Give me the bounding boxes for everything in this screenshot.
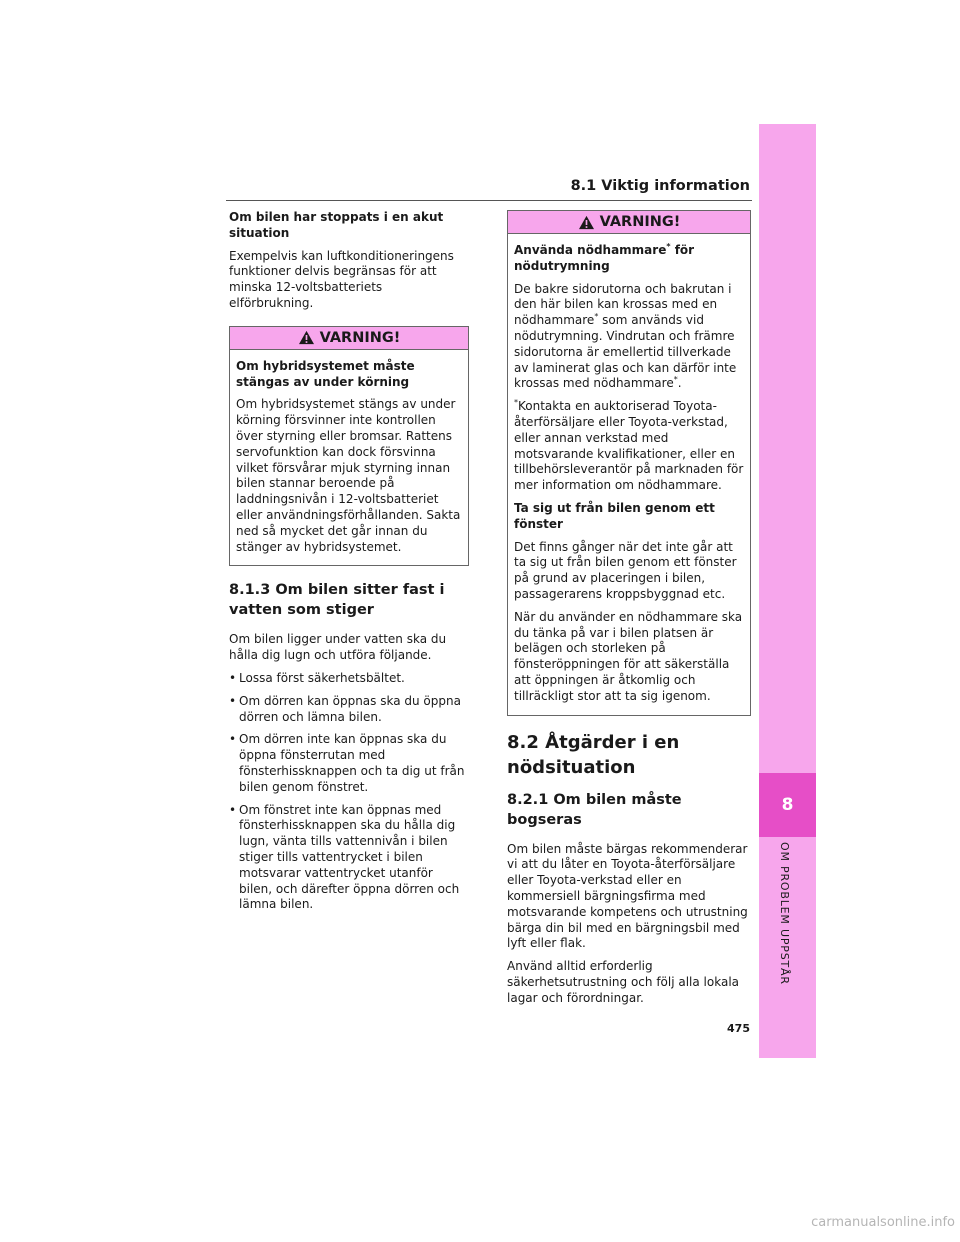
section-intro: Om bilen ligger under vatten ska du hålla dig lugn och utföra följande. [229,632,447,663]
warning-footnote: *Kontakta en auktoriserad Toyota-återförsäljare eller Toyota-verkstad, eller annan verkstad med motsvarande kvalifikationer, eller en tillbehörsleverantör på marknaden för mer information om nödhammare. [514,398,744,493]
warning-label: VARNING! [319,329,401,346]
warning-paragraph: Det finns gånger när det inte går att ta sig ut från bilen genom ett fönster på grund av placeringen i bilen, passagerarens kroppsbyggnad etc. [514,539,737,601]
warning-heading-window: Ta sig ut från bilen genom ett fönster [514,500,715,531]
list-item: • Om dörren kan öppnas ska du öppna dörren och lämna bilen. [229,694,469,726]
list-item: • Om fönstret inte kan öppnas med fönsterhissknappen ska du hålla dig lugn, vänta tills vattennivån i bilen stiger tills vattentrycket i bilen motsvarar vattentrycket utanför bilen, och därefter öppna dörren och lämna bilen. [229,803,469,914]
chapter-heading: 8.2 Åtgärder i en nödsituation [507,731,680,778]
page-number: 475 [727,1022,750,1035]
warning-header [230,327,468,350]
section-heading-water: 8.1.3 Om bilen sitter fast i vatten som stiger [229,582,445,619]
warning-body [230,350,468,566]
warning-heading-hammer: Använda nödhammare* för nödutrymning [514,242,695,273]
warning-header [508,211,750,234]
list-item: • Lossa först säkerhetsbältet. [229,671,469,687]
running-header: 8.1 Viktig information [570,178,750,194]
chapter-number: 8 [759,773,816,837]
towing-paragraph: Använd alltid erforderlig säkerhetsutrustning och följ alla lokala lagar och förordningar. [507,959,740,1005]
warning-box-hammer [507,210,751,716]
chapter-label: OM PROBLEM UPPSTÅR [778,842,791,985]
warning-heading: Om hybridsystemet måste stängas av under körning [236,358,415,389]
list-item: • Om dörren inte kan öppnas ska du öppna fönsterrutan med fönsterhissknappen och ta dig ut från bilen genom fönstret. [229,732,469,795]
intro-text: Exempelvis kan luftkonditioneringens funktioner delvis begränsas för att minska 12-voltsbatteriets elförbrukning. [229,248,454,310]
towing-paragraph: Om bilen måste bärgas rekommenderar vi att du låter en Toyota-återförsäljare eller Toyota-verkstad eller en kommersiell bärgningsfirma med motsvarande kompetens och utrustning bärga din bil med en bärgningsbil med lyft eller flak. [507,841,748,951]
warning-label: VARNING! [599,214,681,230]
warning-paragraph: När du använder en nödhammare ska du tänka på var i bilen platsen är belägen och storleken på fönsteröppningen för att säkerställa att öppningen är åtkomlig och tillräckligt stor att ta sig igenom. [514,609,743,703]
warning-triangle-icon [578,215,595,230]
left-column [229,210,469,920]
warning-box-hybrid [229,326,469,567]
right-column [507,210,751,1013]
watermark: carmanualsonline.info [811,1215,955,1230]
intro-heading: Om bilen har stoppats i en akut situation [229,210,444,240]
warning-text: Om hybridsystemet stängs av under körning försvinner inte kontrollen över styrning eller bromsar. Rattens servofunktion kan dock försvinna vilket försvårar mjuk styrning innan bilen stannar beroende på laddningsnivån i 12-voltsbatteriet eller användningsförhållanden. Sakta ned så mycket det går innan du stänger av hybridsystemet. [236,397,461,554]
section-heading-towing: 8.2.1 Om bilen måste bogseras [507,791,682,828]
warning-paragraph: De bakre sidorutorna och bakrutan i den här bilen kan krossas med en nödhammare* som används vid nödutrymning. Vindrutan och främre sidorutorna är emellertid tillverkade av laminerat glas och kan därför inte krossas med nödhammare*. [514,281,737,391]
bullet-list [229,671,469,913]
warning-triangle-icon [298,330,315,345]
warning-body [508,234,750,715]
header-rule [226,200,752,201]
